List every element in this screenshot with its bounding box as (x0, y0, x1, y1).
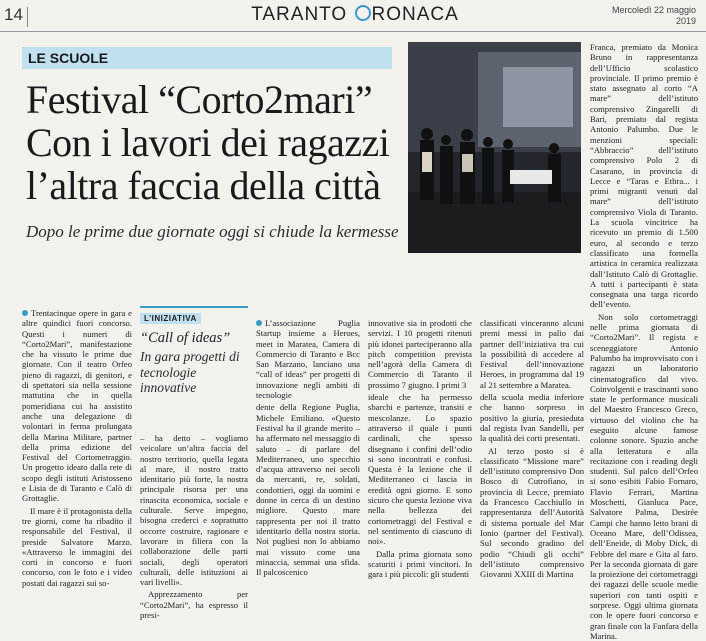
masthead (242, 4, 468, 26)
masthead-left: TARANTO (251, 4, 348, 25)
event-photo (408, 42, 581, 253)
page-number: 14 (4, 5, 23, 24)
article-paragraph: dente della Regione Puglia, Michele Emiliano. «Questo Festival ha il grande merito – ha affermato nel messaggio di saluto – di parlare del Mediterraneo, uno specchio d’acqua attraverso nei secoli da mercanti, re, soldati, condottieri, oggi da uomini e donne in cerca di un destino migliore. Questo mare rappresenta per noi il tratto identitario della nostra storia. Noi pugliesi non lo abbiamo mai vissuto come una minaccia, semmai una sfida. Il palcoscenico (256, 402, 360, 578)
headline-line-3: l’altra faccia della città (26, 163, 381, 208)
initiative-title: “Call of ideas” (140, 330, 231, 346)
article-paragraph: L’associazione Puglia Startup insieme a Heroes, meet in Maratea, Camera di Commercio di Taranto e Bcc San Marzano, lanciano una “call of ideas” per progetti di innovazione negli ambiti di tecnologie (256, 318, 360, 401)
headline (26, 78, 398, 207)
article-paragraph: Franca, premiato da Monica Bruno in rappresentanza dell’Ufficio scolastico provinciale. Il primo premio è stato assegnato al corto “A mare” dell’istituto comprensivo Zingarelli di Bari, premiato dal regista Antonio Palumbo. Due le menzioni speciali: “Abbraccio” dell’istituto comprensivo Polo 2 di Casarano, in provincia di Lecce e “Taras e Ethra... i primi migranti venuti dal mare” dell’istituto comprensivo Viola di Taranto. La scuola vincitrice ha ricevuto un premio di 1.500 euro, al secondo e terzo classificato una formella artistica in ceramica realizzata dall’Istituto Calò di Grottaglie. A tutti i partecipanti è stata consegnata una targa ricordo dell’evento. (590, 42, 698, 310)
date-day: Mercoledì 22 maggio (611, 5, 696, 15)
page-header (0, 0, 706, 32)
bullet-icon (256, 320, 262, 326)
article-paragraph: ideale che ha permesso sbarchi e partenze, transiti e mescolanze. Lo spazio attraverso il quale i punti cardinali, che spesso disegnano i confini dell’odio si sono incontrati e confusi. Questa è la lezione che il Mediterraneo ci lascia in eredità ogni giorno. E sono sicuro che questa lezione viva nella bellezza dei cortometraggi del Festival e nel sentimento di ciascuno di noi». (368, 392, 472, 547)
article-paragraph: Il mare è il protagonista della tre giorni, come ha ribadito il responsabile del Festival, il preside Salvatore Marzo. «Attraverso le immagini dei corti in concorso e fuori concorso, con le foto e i video postati dai ragazzi sui so- (22, 505, 132, 588)
section-label: LE SCUOLE (28, 50, 109, 66)
article-paragraph: Non solo cortometraggi nelle prima giornata di “Corto2Mari”. Il regista e sceneggiatore Antonio Palumbo ha improvvisato con i ragazzi un laboratorio cinematografico dal vivo. Coinvolgenti e trascinanti sono state le performance musicali del Maestro Francesco Greco, virtuoso del violino che ha eseguito alcune famose colonne sonore. Spazio anche alla letteratura e alla recitazione con i reading degli studenti. Sul palco dell’Orfeo si sono esibiti Fabio Fornaro, Flavio Ferrari, Martina Moschetti, Gianluca Pace, Salvatore Palma, Desirée Campi che hanno letto brani di Oceano Mare, dell’Odissea, dell’Eneide, di Moby Dick, di Febbre del mare e Gita al faro. Per la seconda giornata di gare la proiezione dei cortometraggi dei ragazzi delle scuole medie superiori con tanti ospiti e sorprese. Oggi ultima giornata con le opere fuori concorso e gran finale con la Fanfara della Marina. (590, 311, 698, 641)
initiative-kicker: L’INIZIATIVA (140, 313, 201, 324)
article-column-5 (480, 318, 584, 580)
date-year: 2019 (675, 16, 696, 26)
headline-line-2: Con i lavori dei ragazzi (26, 120, 390, 165)
date-line (612, 5, 696, 27)
article-column-2 (140, 433, 248, 621)
article-column-1 (22, 308, 132, 588)
headline-line-1: Festival “Corto2mari” (26, 77, 373, 122)
initiative-box (140, 306, 248, 424)
initiative-deck: In gara progetti di tecnologie innovative (140, 349, 240, 395)
masthead-c-logo-icon (355, 5, 371, 21)
article-paragraph: Apprezzamento per “Corto2Mari”, ha espresso il presi- (140, 589, 248, 621)
page-number-divider (27, 7, 28, 27)
header-rule (0, 31, 706, 32)
article-column-right (590, 42, 698, 641)
article-paragraph: – ha detto – vogliamo veicolare un’altra faccia del nostro territorio, quella legata al mare, il nostro tratto identitario più forte, la nostra principale risorsa per una rinascita economica, sociale e culturale. Serve impegno, bisogna crederci e soprattutto occorre costruire, ragionare e lavorare in filiera con la collaborazione delle parti sociali, degli operatori culturali, delle istituzioni ai vari livelli». (140, 433, 248, 588)
masthead-right: RONACA (371, 4, 459, 25)
section-bar (22, 47, 392, 69)
article-paragraph: Al terzo posto si è classificato “Missione mare” dell’istituto comprensivo Don Bosco di Cutrofiano, in provincia di Lecce, premiato da Francesco Cacchiullo in rappresentanza dell’Autorità di sistema portuale del Mar Ionio (partner del Festival). Sul secondo gradino del podio “Chiudi gli occhi” dell’istituto comprensivo Giovanni XXIII di Martina (480, 445, 584, 580)
article-paragraph: classificati vinceranno alcuni premi messi in palio dai partner dell’iniziativa tra cui la possibilità di accedere al Festival dell’innovazione Heroes, in programma dal 19 al 21 settembre a Maratea. (480, 318, 584, 390)
bullet-icon (22, 310, 28, 316)
article-paragraph: innovative sia in prodotti che servizi. I 10 progetti ritenuti più idonei parteciperanno alla pitch competition prevista nell’agorà della Camera di Commercio di Taranto il prossimo 7 giugno. I primi 3 (368, 318, 472, 390)
article-column-4 (368, 318, 472, 580)
subtitle: Dopo le prime due giornate oggi si chiude la kermesse (26, 222, 399, 241)
article-column-3 (256, 318, 360, 578)
article-paragraph: della scuola media inferiore che hanno sorpreso in positivo la giuria, presieduta dal regista Ivan Sandelli, per la qualità dei corti presentati. (480, 392, 584, 444)
article-paragraph: Dalla prima giornata sono scaturiti i primi vincitori. In gara i più piccoli: gli studenti (368, 548, 472, 580)
stage-photo-illustration (408, 42, 581, 253)
article-paragraph: Trentacinque opere in gara e altre quindici fuori concorso. Questi i numeri di “Corto2Mari”, manifestazione che ha vissuto le prime due giornate. Con il teatro Orfeo pieno di ragazzi, di genitori, e di spettatori sia nella sessione mattutina che in quella pomeridiana cui ha assistito anche una delegazione di volontari in ferma prolungata della Marina Militare, partner della prima edizione del Festival del Cortometraggio. Un progetto ideato dalla rete di scopo degli istituti Aristosseno e Lisia de di Taranto e Calò di Grottaglie. (22, 308, 132, 504)
